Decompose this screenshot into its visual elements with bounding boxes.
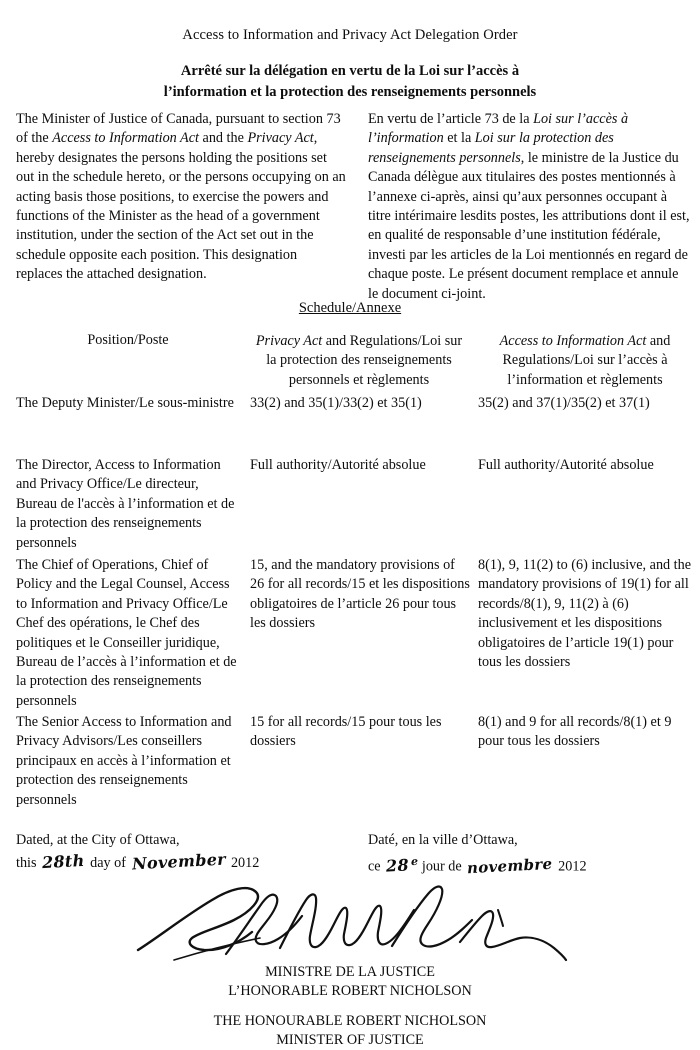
table-cell-atia: 8(1) and 9 for all records/8(1) et 9 pour tous les dossiers (478, 714, 672, 750)
signature-block-french (0, 963, 700, 1001)
table-row (0, 394, 700, 456)
column-header-atia-rest: and Regulations/Loi sur l’accès à l’information et règlements (502, 333, 671, 388)
column-header-privacy-act-italic: Privacy Act (255, 333, 323, 349)
dateline-french-jourde: jour de (421, 858, 462, 875)
handwritten-day-ordinal-french: e (410, 854, 419, 869)
table-cell-position: The Director, Access to Information and Privacy Office/Le directeur, Bureau de l'accès à l’information et de la protection des renseignements personnels (16, 457, 235, 551)
dateline-english-dayof: day of (90, 855, 126, 871)
table-cell-position: The Senior Access to Information and Privacy Advisors/Les conseillers principaux en accès à l’information et protection des renseignements personnels (16, 714, 232, 808)
intro-paragraph-english (16, 110, 346, 285)
handwritten-month-french: novembre (466, 854, 554, 877)
table-cell-atia: Full authority/Autorité absolue (478, 457, 654, 473)
intro-fr-part3: , le ministre de la Justice du Canada délègue aux titulaires des postes mentionnés à l’annexe ci-après, ainsi qu’aux personnes occupant à titre intérimaire lesdits postes, les attributions dont il est, en qualité de responsable d’une institution fédérale, investi par les articles de la Loi mentionnés en regard de chaque poste. Le présent document remplace et annule le document ci-joint. (368, 149, 690, 302)
minister-title-french: MINISTRE DE LA JUSTICE (265, 964, 435, 980)
page-title-english: Access to Information and Privacy Act Delegation Order (182, 27, 518, 43)
intro-paragraph-french (368, 110, 690, 304)
minister-name-english: THE HONOURABLE ROBERT NICHOLSON (213, 1013, 487, 1029)
table-cell-privacy: 15 for all records/15 pour tous les dossiers (250, 714, 442, 750)
table-header-row (0, 332, 700, 394)
table-cell-privacy: Full authority/Autorité absolue (250, 457, 426, 473)
intro-en-part2: and the (198, 130, 248, 147)
intro-fr-part1: En vertu de l’article 73 de la (368, 111, 534, 127)
dateline-english-this: this (16, 855, 37, 871)
intro-en-italic-privacy: Privacy Act (247, 130, 314, 147)
handwritten-day-english: 28th (41, 850, 86, 873)
dateline-english-date (16, 851, 356, 874)
schedule-heading (0, 300, 700, 317)
schedule-table (0, 332, 700, 823)
column-header-position: Position/Poste (87, 332, 169, 348)
dateline-french-ce: ce (368, 858, 381, 875)
intro-en-italic-atia: Access to Information Act (52, 130, 199, 147)
table-cell-privacy: 33(2) and 35(1)/33(2) et 35(1) (250, 395, 422, 411)
table-cell-atia: 8(1), 9, 11(2) to (6) inclusive, and the mandatory provisions of 19(1) for all records/8(1), 9, 11(2) à (6) inclusivement et les dispositions obligatoires de l’article 19(1) pour tous les dossiers (478, 557, 692, 671)
signature-block-english (0, 1012, 700, 1050)
column-header-privacy-act-rest: and Regulations/Loi sur la protection des renseignements personnels et règlements (266, 333, 463, 388)
table-cell-atia: 35(2) and 37(1)/35(2) et 37(1) (478, 395, 650, 411)
minister-name-french: L’HONORABLE ROBERT NICHOLSON (228, 983, 472, 999)
dateline-english (16, 830, 356, 874)
table-row (0, 556, 700, 713)
dateline-english-year: 2012 (230, 855, 260, 871)
table-cell-position: The Chief of Operations, Chief of Policy and the Legal Counsel, Access to Information and Privacy Office/Le Chef des opérations, le Chef des politiques et le Conseiller juridique, Bureau de l’accès à l’information et de la protection des renseignements personnels (16, 557, 237, 709)
intro-fr-part2: et la (443, 130, 475, 147)
dateline-french-date (368, 851, 698, 878)
intro-en-part1: The Minister of Justice of Canada, pursuant to section 73 of the (16, 111, 341, 147)
dateline-french-city: Daté, en la ville d’Ottawa, (368, 832, 518, 848)
schedule-heading-text: Schedule/Annexe (298, 300, 402, 316)
minister-title-english: MINISTER OF JUSTICE (276, 1032, 424, 1048)
dateline-english-city: Dated, at the City of Ottawa, (16, 832, 180, 848)
table-cell-position: The Deputy Minister/Le sous-ministre (16, 395, 234, 411)
table-cell-privacy: 15, and the mandatory provisions of 26 for all records/15 et les dispositions obligatoires de l’article 26 pour tous les dossiers (250, 557, 470, 632)
signature-image (130, 876, 570, 962)
page-title-french (0, 61, 700, 103)
table-row (0, 713, 700, 823)
handwritten-day-french: 28 (385, 855, 410, 876)
column-header-atia-italic: Access to Information Act (499, 333, 647, 349)
column-header-atia (478, 332, 692, 390)
intro-fr-italic-loi-protection: Loi sur la protection des renseignements personnels (368, 130, 614, 166)
intro-fr-italic-loi-acces: Loi sur l’accès à l’information (368, 111, 629, 147)
page-title-french-line1: Arrêté sur la délégation en vertu de la Loi sur l’accès à (180, 63, 520, 79)
dateline-french (368, 830, 698, 878)
intro-en-part3: , hereby designates the persons holding the positions set out in the schedule hereto, or the persons occupying on an acting basis those positions, to exercise the powers and functions of the Minister as the head of a government institution, under the section of the Act set out in the schedule opposite each position. This designation replaces the attached designation. (16, 130, 346, 283)
handwritten-month-english: November (131, 849, 226, 874)
table-row (0, 456, 700, 556)
page-title-french-line2: l’information et la protection des renseignements personnels (163, 84, 537, 100)
dateline-french-year: 2012 (558, 858, 587, 875)
column-header-privacy-act (250, 332, 468, 390)
